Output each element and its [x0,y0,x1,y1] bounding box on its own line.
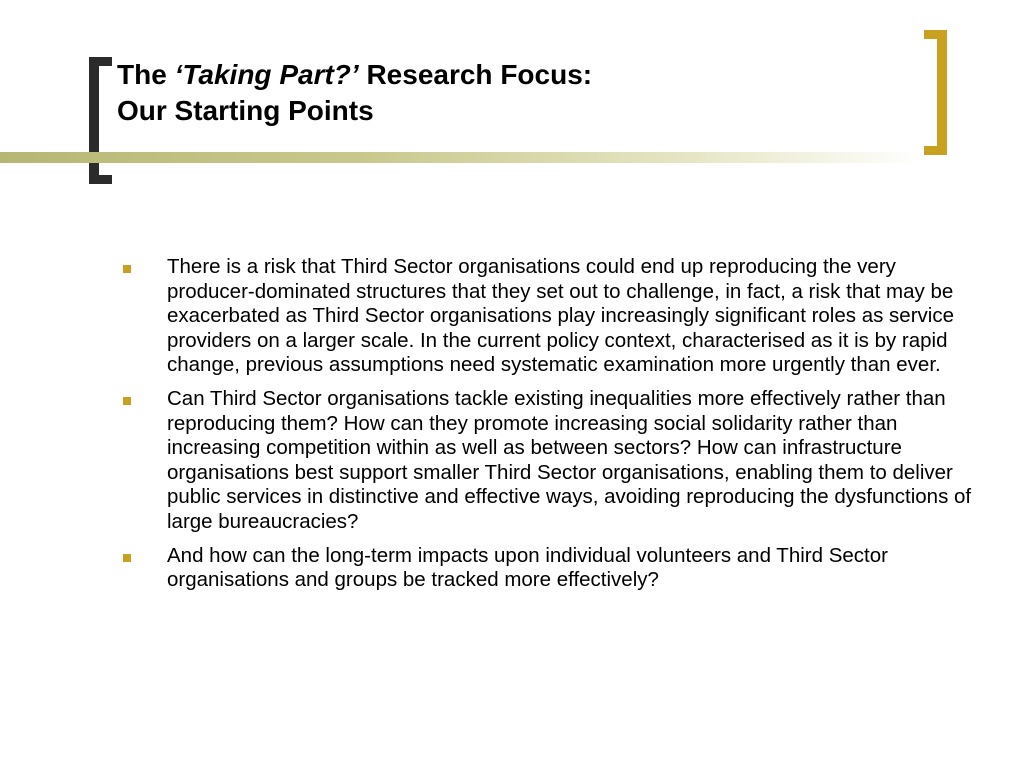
bullet-text: Can Third Sector organisations tackle existing inequalities more effectively rather than reproducing them? How can they promote increasing social solidarity rather than increasing competition within as well as between sectors? How can infrastructure organisations best support smaller Third Sector organisations, enabling them to deliver public services in distinctive and effective ways, avoiding reproducing the dysfunctions of large bureaucracies? [167,386,972,533]
title-divider [0,152,924,163]
left-bracket-decoration [89,57,112,184]
bullet-square-icon [123,265,131,273]
title-suffix: Research Focus: [358,59,593,90]
title-line-1 [117,57,897,93]
title-line-2: Our Starting Points [117,95,374,126]
bullet-list [120,255,980,602]
bullet-square-icon [123,554,131,562]
title-prefix: The [117,59,175,90]
title-italic: ‘Taking Part?’ [174,59,359,90]
bullet-item [120,255,980,378]
bullet-text: And how can the long-term impacts upon individual volunteers and Third Sector organisations and groups be tracked more effectively? [167,543,888,592]
right-bracket-decoration [924,30,947,155]
slide-title [117,57,897,129]
bullet-text: There is a risk that Third Sector organisations could end up reproducing the very producer-dominated structures that they set out to challenge, in fact, a risk that may be exacerbated as Third Sector organisations play increasingly significant roles as service providers on a larger scale. In the current policy context, characterised as it is by rapid change, previous assumptions need systematic examination more urgently than ever. [167,255,954,377]
bullet-square-icon [123,397,131,405]
bullet-item [120,544,980,593]
bullet-item [120,387,980,535]
